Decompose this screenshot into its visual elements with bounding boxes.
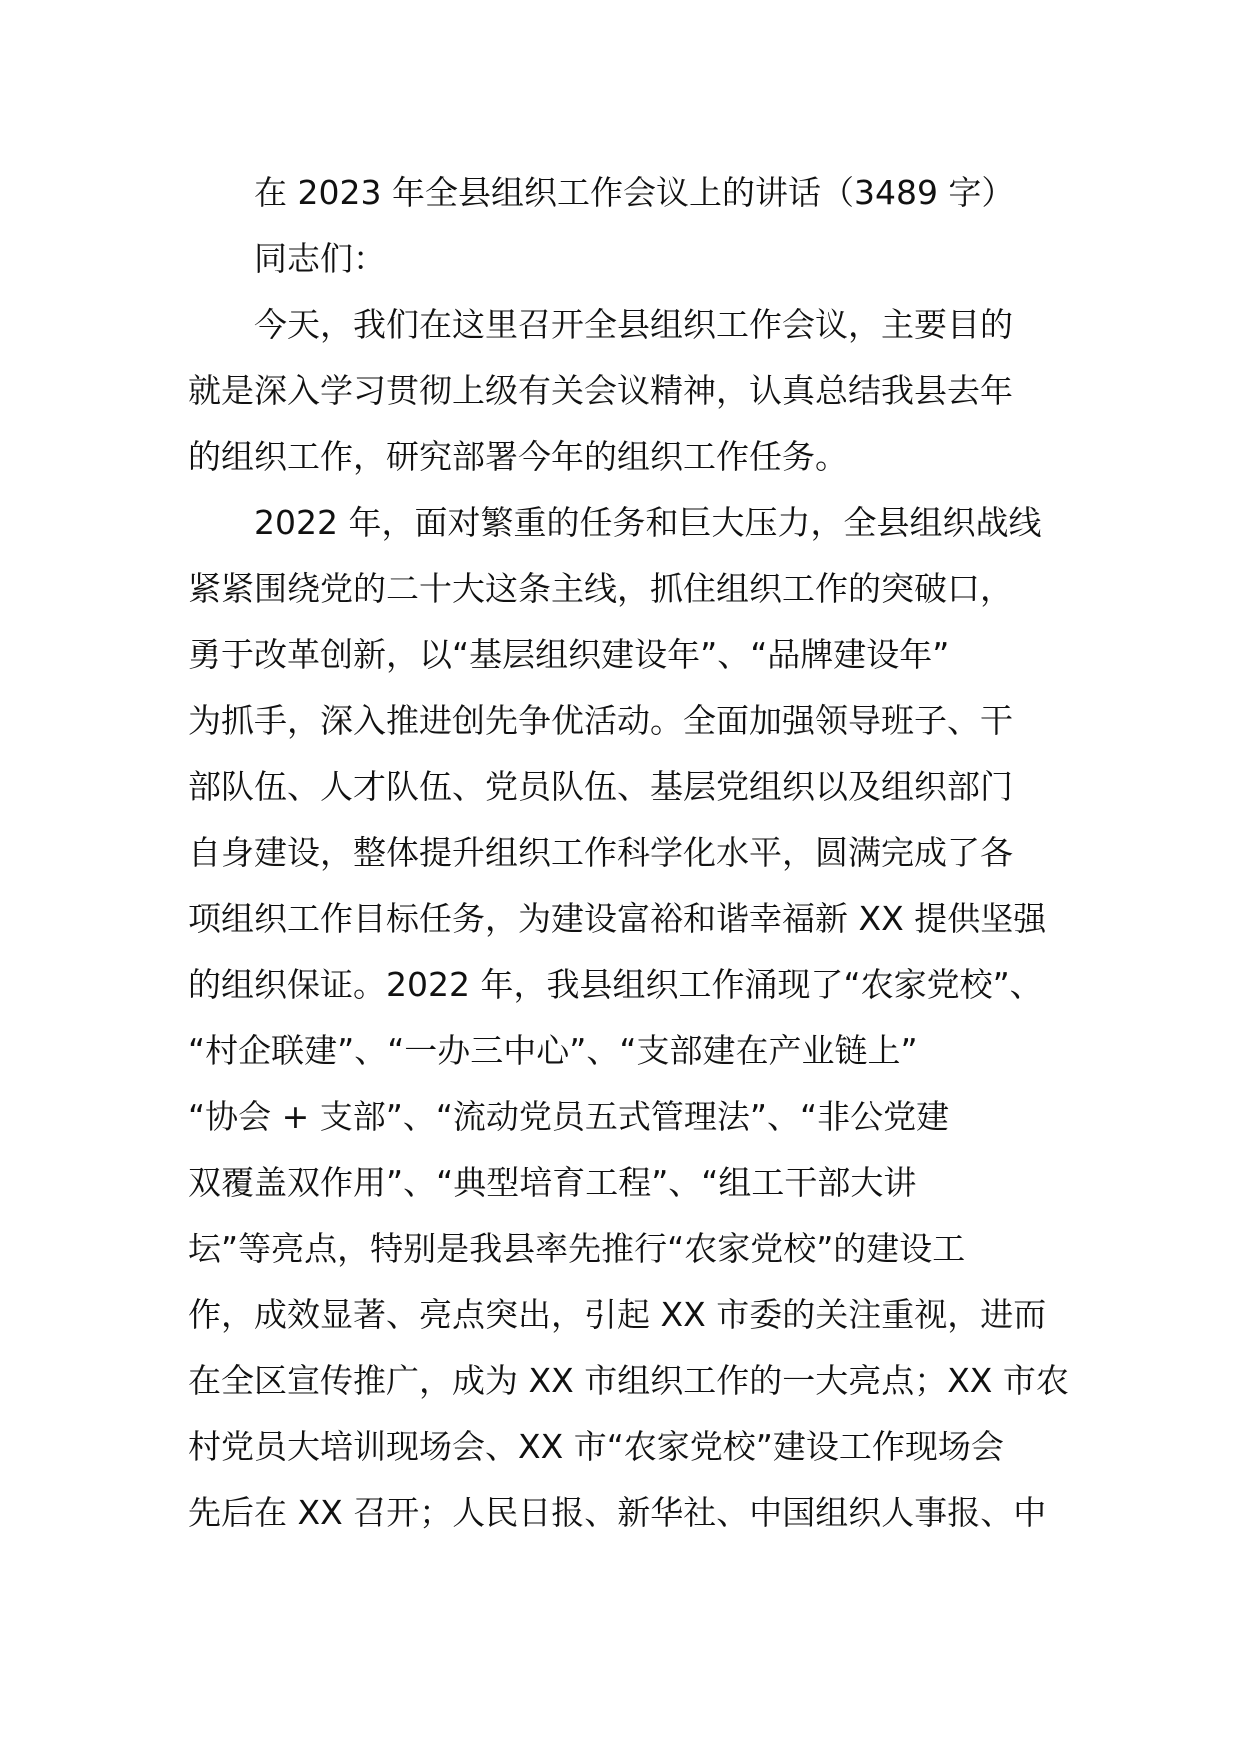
document-body: [188, 160, 1068, 1546]
salutation: 同志们：: [254, 239, 386, 278]
paragraph-line: 就是深入学习贯彻上级有关会议精神，认真总结我县去年: [188, 371, 1013, 410]
paragraph-line: 双覆盖双作用”、“典型培育工程”、“组工干部大讲: [188, 1163, 917, 1202]
paragraph-line: 部队伍、人才队伍、党员队伍、基层党组织以及组织部门: [188, 767, 1013, 806]
paragraph-line: 村党员大培训现场会、XX 市“农家党校”建设工作现场会: [188, 1427, 1004, 1466]
paragraph-line: 2022 年，面对繁重的任务和巨大压力，全县组织战线: [254, 503, 1042, 542]
paragraph-line: 今天，我们在这里召开全县组织工作会议，主要目的: [254, 305, 1013, 344]
paragraph-line: 为抓手，深入推进创先争优活动。全面加强领导班子、干: [188, 701, 1013, 740]
paragraph-line: 的组织工作，研究部署今年的组织工作任务。: [188, 437, 848, 476]
paragraph-line: 项组织工作目标任务，为建设富裕和谐幸福新 XX 提供坚强: [188, 899, 1047, 938]
paragraph-line: 紧紧围绕党的二十大这条主线，抓住组织工作的突破口，: [188, 569, 1013, 608]
paragraph-line: “协会 + 支部”、“流动党员五式管理法”、“非公党建: [188, 1097, 950, 1136]
paragraph-line: 坛”等亮点，特别是我县率先推行“农家党校”的建设工: [188, 1229, 966, 1268]
paragraph-line: 自身建设，整体提升组织工作科学化水平，圆满完成了各: [188, 833, 1013, 872]
paragraph-line: 在全区宣传推广，成为 XX 市组织工作的一大亮点；XX 市农: [188, 1361, 1069, 1400]
document-title: 在 2023 年全县组织工作会议上的讲话（3489 字）: [254, 173, 1015, 212]
paragraph-line: 的组织保证。2022 年，我县组织工作涌现了“农家党校”、: [188, 965, 1043, 1004]
paragraph-line: 勇于改革创新，以“基层组织建设年”、“品牌建设年”: [188, 635, 950, 674]
paragraph-line: “村企联建”、“一办三中心”、“支部建在产业链上”: [188, 1031, 918, 1070]
paragraph-line: 先后在 XX 召开；人民日报、新华社、中国组织人事报、中: [188, 1493, 1047, 1532]
paragraph-line: 作，成效显著、亮点突出，引起 XX 市委的关注重视，进而: [188, 1295, 1047, 1334]
